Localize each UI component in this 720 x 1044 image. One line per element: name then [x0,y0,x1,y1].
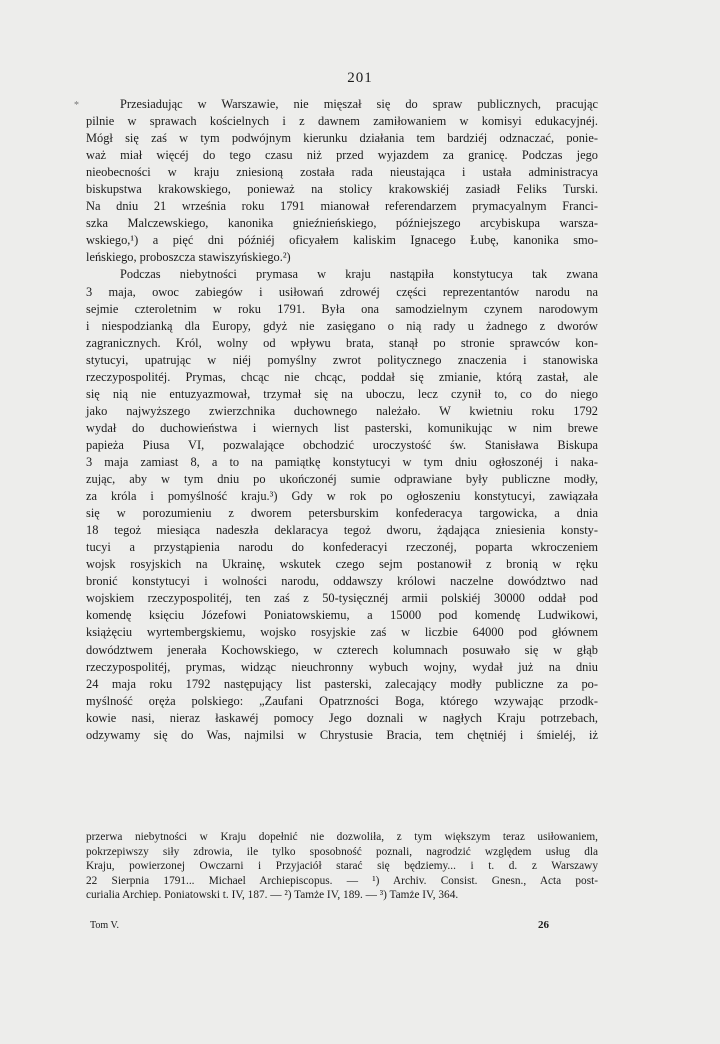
text-line: nieobecności w kraju zniesioną została rada nieustająca i ustała administracya [86,165,598,180]
text-line: 24 maja roku 1792 następujący list pasterski, zalecający modły publiczne za po- [86,676,598,691]
text-line: się nią nie entuzyazmował, trzymał się na uboczu, lecz czynił to, co do niego [86,386,598,401]
text-line: leńskiego, proboszcza stawiszyńskiego.²) [86,250,291,265]
sheet-signature: 26 [538,919,549,931]
text-line: wojskiem rzeczypospolitéj, ten zaś z 50-tysięcznéj armii polskiéj 30000 oddał pod [86,591,598,606]
text-line: Mógł się zaś w tym podwójnym kierunku działania tem bardziéj odznaczać, ponie- [86,131,598,146]
text-line: waż miał więcéj do tego czasu niż przed wyjazdem za granicę. Podczas jego [86,148,598,163]
text-line: Podczas niebytności prymasa w kraju nastąpiła konstytucya tak zwana [120,267,598,282]
text-line: bronić konstytucyi i wolności narodu, oddawszy królowi naczelne dowództwo nad [86,574,598,589]
main-text [86,96,598,744]
text-line: książęciu wyrtembergskiemu, wojsko rosyjskie zaś w liczbie 64000 pod głównem [86,625,598,640]
text-line: sejmie czteroletnim w roku 1791. Była ona samodzielnym czynem narodowym [86,301,598,316]
text-line: Przesiadując w Warszawie, nie mięszał się do spraw publicznych, pracując [120,97,598,111]
text-line: zagranicznych. Król, wolny od wpływu brata, stanął po stronie sprawców kon- [86,335,598,350]
text-line: rzeczypospolitéj. Prymas, chcąc nie chcąc, poddał się zmianie, którą zastał, ale [86,369,598,384]
text-line: 3 maja, owoc zabiegów i usiłowań zdrowéj części reprezentantów narodu na [86,284,598,299]
volume-signature: Tom V. [90,920,119,931]
text-line: się w porozumieniu z dworem petersburskim konfederacya targowicka, a dnia [86,506,598,521]
footnotes [86,830,598,903]
text-line: biskupstwa krakowskiego, ponieważ na stolicy krakowskiéj zasiadł Feliks Turski. [86,182,598,197]
text-line: i niespodzianką dla Europy, gdyż nie zasięgano o nią rady u żadnego z dworów [86,318,598,333]
text-line: wojsk rosyjskich na Ukrainę, wskutek czego sejm postanowił z bronią w ręku [86,557,598,572]
footnote-line: Kraju, powierzonej Owczarni i Przyjaciół starać się będziemy... i t. d. z Warszawy [86,860,598,873]
text-line: zując, aby w tym dniu po ukończonéj sumie odprawiane były publiczne modły, [86,472,598,487]
footnote-line: przerwa niebytności w Kraju dopełnić nie dozwoliła, z tym większym teraz usiłowaniem, [86,831,598,843]
margin-mark: * [74,100,79,111]
text-line: kowie nasi, nieraz łaskawéj pomocy Jego doznali w nagłych Kraju potrzebach, [86,710,598,725]
text-line: rzeczypospolitéj, prymas, widząc nieuchronny wybuch wojny, wydał już na dniu [86,659,598,674]
footnote-line: pokrzepiwszy siły zdrowia, ile tylko sposobność poznali, nagrodzić względem usług dla [86,845,598,858]
text-line: Na dniu 21 września roku 1791 mianował referendarzem prymacyalnym Franci- [86,199,598,214]
text-line: jako najwyższego zwierzchnika duchownego należało. W kwietniu roku 1792 [86,403,598,418]
text-line: pilnie w sprawach kościelnych i z dawnem zamiłowaniem w komisyi edukacyjnéj. [86,114,598,129]
text-line: dowództwem jenerała Kochowskiego, w czterech kolumnach posuwało się w głąb [86,642,598,657]
text-line: papieża Piusa VI, pozwalające obchodzić uroczystość św. Stanisława Biskupa [86,437,598,452]
text-line: szka Malczewskiego, kanonika gnieźnieńskiego, późniejszego arcybiskupa warsza- [86,216,598,231]
page-number: 201 [347,70,373,86]
text-line: za króla i pomyślność kraju.³) Gdy w rok po ogłoszeniu konstytucyi, zawiązała [86,489,598,504]
text-line: 3 maja zamiast 8, a to na pamiątkę konstytucyi w tym dniu ogłoszonéj i naka- [86,454,598,469]
text-line: wskiego,¹) a pięć dni późniéj oficyałem kaliskim Ignacego Łubę, kanonika smo- [86,233,598,248]
text-line: wydał do duchowieństwa i wiernych list pasterski, komunikując w nim brewe [86,420,598,435]
text-line: komendę księciu Józefowi Poniatowskiemu, a 15000 pod komendę Ludwikowi, [86,608,598,623]
text-line: myślność oręża polskiego: „Zaufani Opatrzności Boga, którego wzywając przodk- [86,693,598,708]
footnote-line: curialia Archiep. Poniatowski t. IV, 187. — ²) Tamże IV, 189. — ³) Tamże IV, 364. [86,889,459,902]
text-line: 18 tegoż miesiąca nadeszła deklaracya tegoż dworu, żądająca zniesienia konsty- [86,523,598,538]
text-line: odzywamy się do Was, najmilsi w Chrystusie Bracia, tem chętniéj i śmieléj, iż [86,727,598,742]
text-line: tucyi a przystąpienia narodu do konfederacyi rzeczonéj, poparta wkroczeniem [86,540,598,555]
footnote-line: 22 Sierpnia 1791... Michael Archiepiscopus. — ¹) Archiv. Consist. Gnesn., Acta post- [86,874,598,887]
text-line: stytucyi, upatrując w niéj pomyślny zwrot politycznego znaczenia i stanowiska [86,352,598,367]
